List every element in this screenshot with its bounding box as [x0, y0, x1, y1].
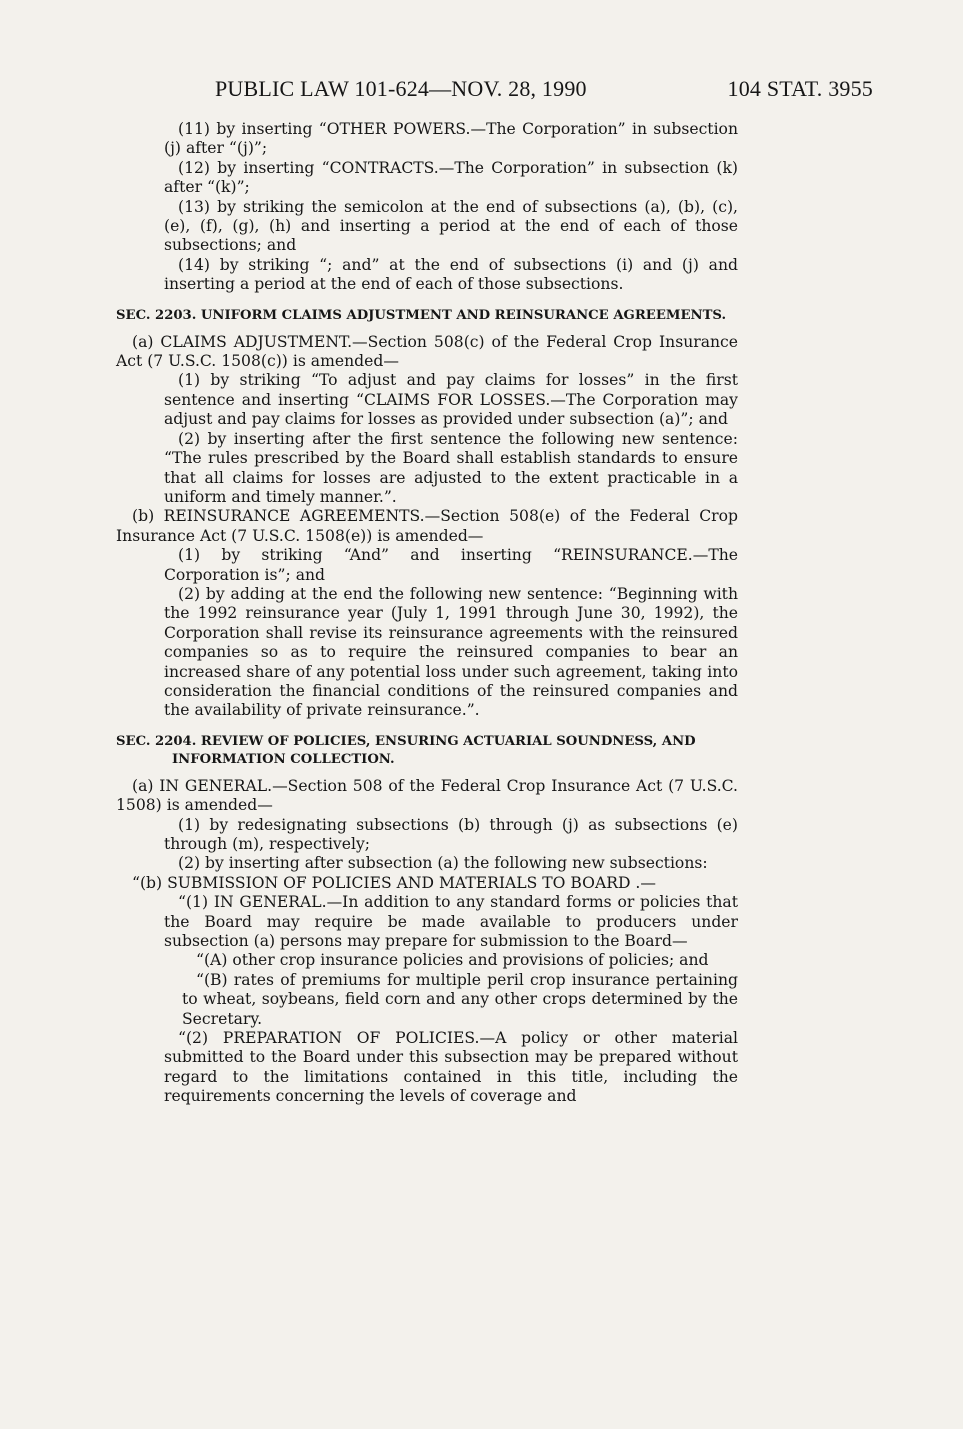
sec2203-b-2: (2) by adding at the end the following new sentence: “Beginning with the 1992 reinsurance year (July 1, 1991 through June 30, 1992), the Corporation shall revise its reinsurance agreements with the reinsured companies so as to require the reinsured companies to bear an increased share of any potential loss under such agreement, taking into consideration the financial conditions of the reinsured companies and the availability of private reinsurance.”. [164, 584, 738, 720]
amendment-12: (12) by inserting “CONTRACTS.—The Corporation” in subsection (k) after “(k)”; [164, 158, 738, 197]
sec2203-subsection-a: (a) CLAIMS ADJUSTMENT.—Section 508(c) of the Federal Crop Insurance Act (7 U.S.C. 1508(c)) is amended— [116, 332, 738, 371]
sec2203-subsection-b: (b) REINSURANCE AGREEMENTS.—Section 508(e) of the Federal Crop Insurance Act (7 U.S.C. 1508(e)) is amended— [116, 507, 738, 545]
sec2203-a-1: (1) by striking “To adjust and pay claims for losses” in the first sentence and inserting “CLAIMS FOR LOSSES.—The Corporation may adjust and pay claims for losses as provided under subsection (a)”; and [164, 371, 738, 429]
stat-citation: 104 STAT. 3955 [727, 76, 873, 101]
new-b-2: “(2) PREPARATION OF POLICIES.—A policy or other material submitted to the Board under this subsection may be prepared without regard to the limitations contained in this title, including the requirements concerning the levels of coverage and [164, 1029, 738, 1106]
page-header [215, 76, 873, 102]
new-b-1: “(1) IN GENERAL.—In addition to any standard forms or policies that the Board may require be made available to producers under subsection (a) persons may prepare for submission to the Board— [164, 893, 738, 951]
new-subsection-b: “(b) SUBMISSION OF POLICIES AND MATERIALS TO BOARD .— [132, 873, 656, 892]
amendment-14: (14) by striking “; and” at the end of subsections (i) and (j) and inserting a period at the end of each of those subsections. [164, 255, 738, 294]
sec2204-a-1: (1) by redesignating subsections (b) through (j) as subsections (e) through (m), respectively; [164, 815, 738, 853]
document-body [116, 120, 738, 1107]
sec2204-subsection-a: (a) IN GENERAL.—Section 508 of the Federal Crop Insurance Act (7 U.S.C. 1508) is amended— [116, 776, 738, 815]
sec2203-a-2: (2) by inserting after the first sentence the following new sentence: “The rules prescribed by the Board shall establish standards to ensure that all claims for losses are adjusted to the extent practicable in a uniform and timely manner.”. [164, 429, 738, 506]
section-2204-heading: SEC. 2204. REVIEW OF POLICIES, ENSURING ACTUARIAL SOUNDNESS, AND INFORMATION COLLECTION. [116, 733, 696, 767]
sec2204-a-2: (2) by inserting after subsection (a) the following new subsections: [178, 854, 708, 873]
sec2203-b-1: (1) by striking “And” and inserting “REINSURANCE.—The Corporation is”; and [164, 546, 738, 584]
new-b-1-A: “(A) other crop insurance policies and provisions of policies; and [196, 951, 709, 970]
section-2203-heading: SEC. 2203. UNIFORM CLAIMS ADJUSTMENT AND REINSURANCE AGREEMENTS. [116, 307, 727, 323]
amendment-13: (13) by striking the semicolon at the end of subsections (a), (b), (c), (e), (f), (g), (h) and inserting a period at the end of each of those subsections; and [164, 197, 738, 255]
running-title: PUBLIC LAW 101-624—NOV. 28, 1990 [215, 76, 587, 101]
amendment-11: (11) by inserting “OTHER POWERS.—The Corporation” in subsection (j) after “(j)”; [164, 120, 738, 158]
new-b-1-B: “(B) rates of premiums for multiple peril crop insurance pertaining to wheat, soybeans, field corn and any other crops determined by the Secretary. [182, 970, 738, 1028]
